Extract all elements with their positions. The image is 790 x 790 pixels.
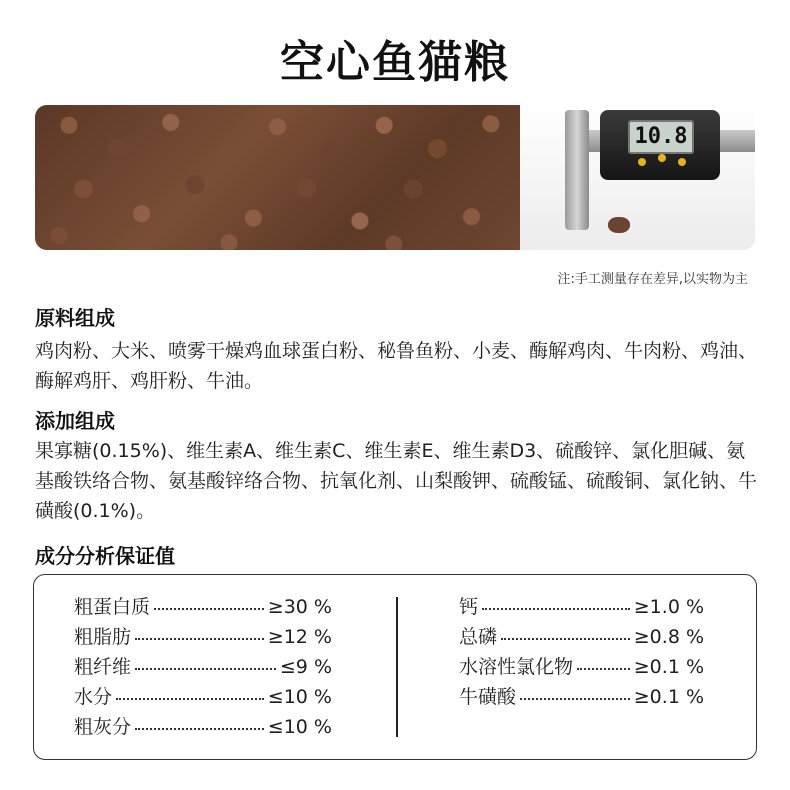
measurement-note: 注:手工测量存在差异,以实物为主 <box>557 272 748 287</box>
analysis-row <box>459 652 704 682</box>
nutrient-name: 粗灰分 <box>74 716 132 738</box>
caliper-button <box>678 158 686 166</box>
nutrient-value: ≤9 % <box>279 656 332 678</box>
nutrient-name: 粗纤维 <box>74 656 132 678</box>
nutrient-name: 粗蛋白质 <box>74 596 151 618</box>
nutrient-value: ≥0.1 % <box>633 686 704 708</box>
caliper-jaw <box>565 110 589 230</box>
caliper-display: 10.8 <box>628 120 694 154</box>
nutrient-name: 钙 <box>459 596 479 618</box>
ingredients-heading: 原料组成 <box>35 306 115 330</box>
nutrient-value: ≥0.8 % <box>633 626 704 648</box>
analysis-row <box>74 712 332 742</box>
additives-text: 果寡糖(0.15%)、维生素A、维生素C、维生素E、维生素D3、硫酸锌、氯化胆碱、氨基酸铁络合物、氨基酸锌络合物、抗氧化剂、山梨酸钾、硫酸锰、硫酸铜、氯化钠、牛磺酸(0.1%)。 <box>35 440 758 522</box>
analysis-row <box>74 652 332 682</box>
nutrient-value: ≥1.0 % <box>633 596 704 618</box>
caliper-button <box>638 158 646 166</box>
analysis-row <box>74 682 332 712</box>
caliper-body <box>600 110 720 180</box>
dot-leader <box>520 690 630 700</box>
dot-leader <box>501 630 630 640</box>
dot-leader <box>135 660 276 670</box>
analysis-row <box>74 592 332 622</box>
dot-leader <box>116 690 264 700</box>
caliper-button <box>658 154 666 162</box>
analysis-row <box>459 682 704 712</box>
nutrient-value: ≥30 % <box>267 596 332 618</box>
dot-leader <box>135 630 264 640</box>
nutrient-name: 粗脂肪 <box>74 626 132 648</box>
additives-heading: 添加组成 <box>35 409 115 433</box>
dot-leader <box>154 600 264 610</box>
ingredients-text: 鸡肉粉、大米、喷雾干燥鸡血球蛋白粉、秘鲁鱼粉、小麦、酶解鸡肉、牛肉粉、鸡油、酶解鸡肝、鸡肝粉、牛油。 <box>35 340 758 392</box>
caliper-photo <box>520 105 755 250</box>
kibble-photo <box>35 105 520 250</box>
page-title: 空心鱼猫粮 <box>280 37 510 88</box>
dot-leader <box>135 720 264 730</box>
nutrient-name: 水溶性氯化物 <box>459 656 574 678</box>
nutrient-value: ≥12 % <box>267 626 332 648</box>
nutrient-value: ≥0.1 % <box>633 656 704 678</box>
column-divider <box>396 597 398 737</box>
nutrient-name: 牛磺酸 <box>459 686 517 708</box>
nutrient-name: 水分 <box>74 686 113 708</box>
analysis-table <box>33 574 757 760</box>
sample-kibble <box>608 217 630 233</box>
nutrient-value: ≤10 % <box>267 716 332 738</box>
dot-leader <box>482 600 630 610</box>
dot-leader <box>577 660 630 670</box>
analysis-row <box>459 592 704 622</box>
nutrient-value: ≤10 % <box>267 686 332 708</box>
product-photo-band <box>35 105 755 250</box>
nutrient-name: 总磷 <box>459 626 498 648</box>
analysis-row <box>74 622 332 652</box>
analysis-row <box>459 622 704 652</box>
analysis-heading: 成分分析保证值 <box>35 544 175 568</box>
